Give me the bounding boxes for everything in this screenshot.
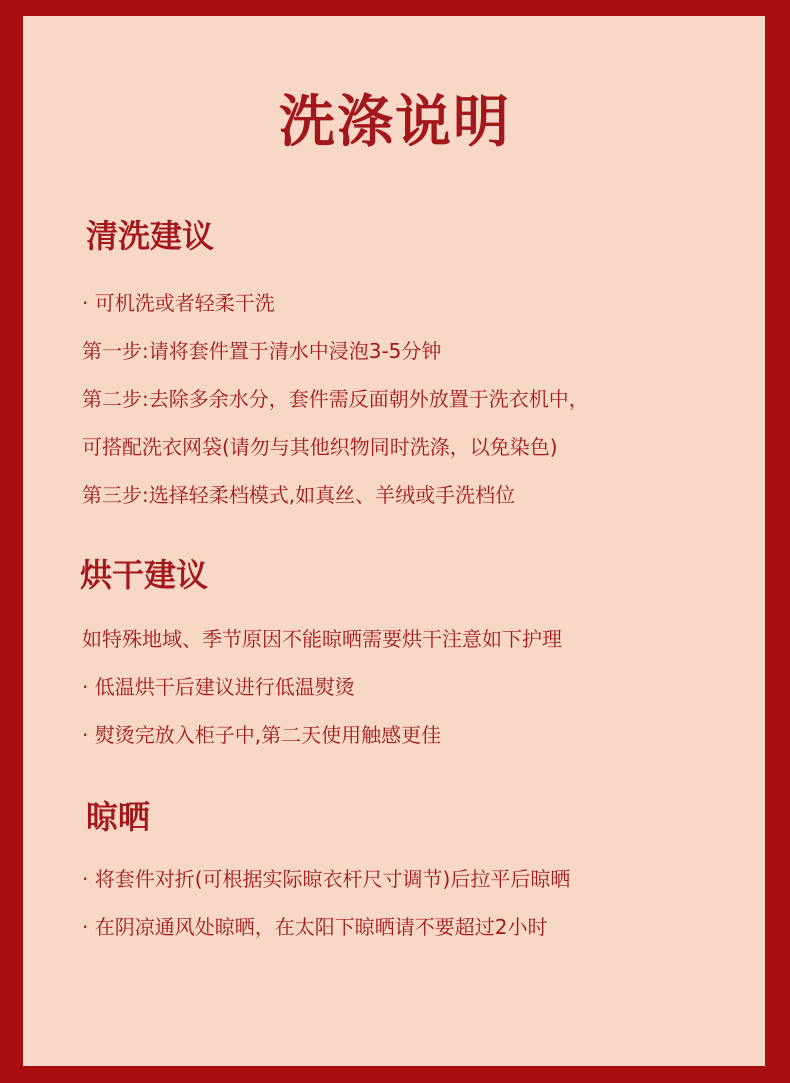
section-heading-airing: 晾晒: [86, 798, 151, 836]
airing-line-2: · 在阴凉通风处晾晒，在太阳下晾晒请不要超过2小时: [82, 915, 548, 939]
washing-line-1: · 可机洗或者轻柔干洗: [82, 291, 275, 315]
washing-step-3: 第三步:选择轻柔档模式,如真丝、羊绒或手洗档位: [82, 483, 516, 507]
washing-step-2-continued: 可搭配洗衣网袋(请勿与其他织物同时洗涤，以免染色): [82, 435, 558, 459]
drying-line-2: · 低温烘干后建议进行低温熨烫: [82, 675, 355, 699]
washing-step-1: 第一步:请将套件置于清水中浸泡3-5分钟: [82, 339, 442, 363]
airing-line-1: · 将套件对折(可根据实际晾衣杆尺寸调节)后拉平后晾晒: [82, 867, 571, 891]
drying-line-3: · 熨烫完放入柜子中,第二天使用触感更佳: [82, 723, 442, 747]
section-heading-washing: 清洗建议: [86, 217, 215, 255]
page-title: 洗涤说明: [279, 89, 511, 155]
section-heading-drying: 烘干建议: [80, 556, 209, 594]
content-panel: [23, 16, 765, 1066]
washing-step-2: 第二步:去除多余水分，套件需反面朝外放置于洗衣机中，: [82, 387, 589, 411]
drying-line-1: 如特殊地域、季节原因不能晾晒需要烘干注意如下护理: [82, 627, 562, 651]
